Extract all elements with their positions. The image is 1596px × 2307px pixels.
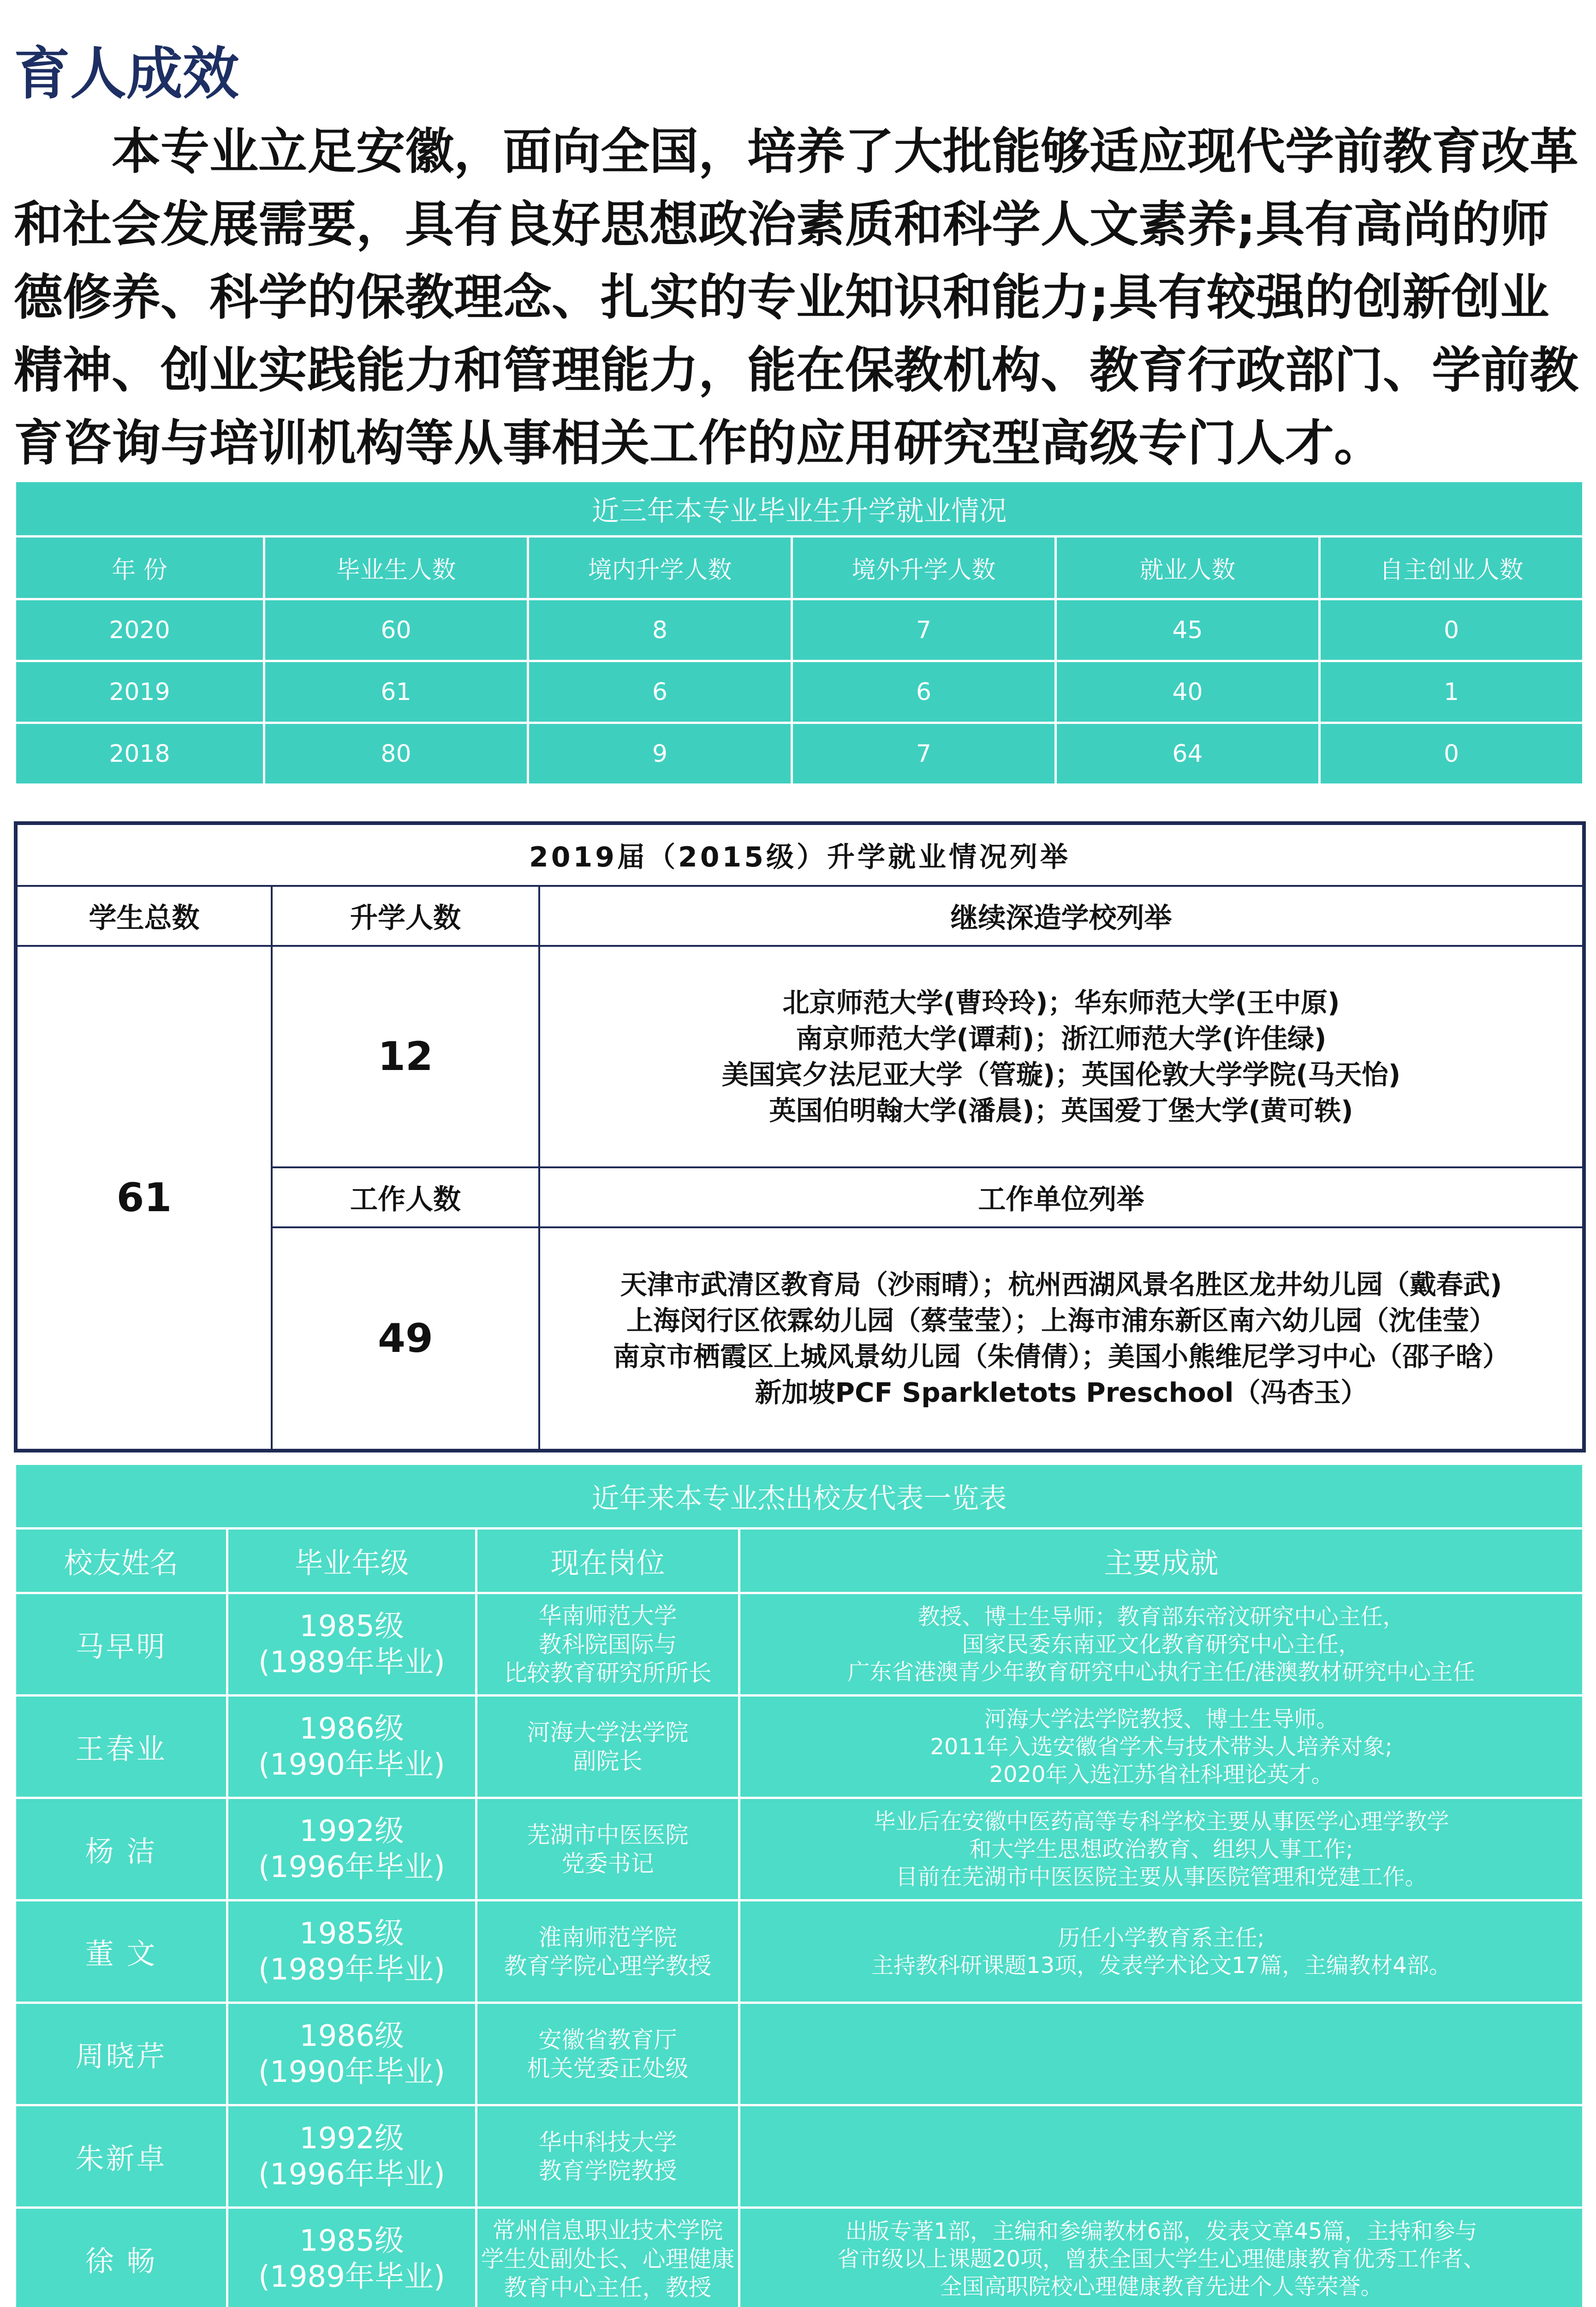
table3-caption: 近年来本专业杰出校友代表一览表 (15, 1464, 1584, 1529)
alumni-table (14, 1463, 1584, 2307)
alumni-name: 王春业 (15, 1696, 227, 1798)
alumni-position-line: 党委书记 (561, 1850, 654, 1877)
alumni-achievements (739, 2003, 1584, 2105)
list-item: 新加坡PCF Sparkletots Preschool（冯杏玉） (755, 1377, 1368, 1408)
table-row (15, 723, 1584, 785)
alumni-position-line: 教科院国际与 (538, 1631, 677, 1658)
alumni-name: 马早明 (15, 1593, 227, 1696)
table1-cell: 7 (792, 599, 1056, 661)
list-item: 南京市栖霞区上城风景幼儿园（朱倩倩）；美国小熊维尼学习中心（邵子晗） (613, 1341, 1510, 1372)
alumni-achievements-line: 教授、博士生导师；教育部东帝汶研究中心主任， (917, 1603, 1405, 1630)
table2-total-value: 61 (16, 946, 272, 1451)
list-item: 天津市武清区教育局（沙雨晴）；杭州西湖风景名胜区龙井幼儿园（戴春武) (620, 1269, 1502, 1300)
table2-schools-list (539, 946, 1584, 1167)
table1-header-overseas: 境外升学人数 (792, 537, 1056, 599)
alumni-position-line: 教育学院教授 (538, 2157, 677, 2184)
alumni-achievements-line: 目前在芜湖市中医医院主要从事医院管理和党建工作。 (895, 1864, 1427, 1890)
alumni-grade-line: (1990年毕业) (258, 1747, 445, 1782)
alumni-grade-line: 1985级 (299, 1609, 404, 1644)
alumni-achievements (739, 2208, 1584, 2307)
alumni-position-line: 华南师范大学 (538, 1602, 677, 1629)
table1-cell: 2018 (15, 723, 264, 785)
list-item: 北京师范大学(曹玲玲)；华东师范大学(王中原) (782, 987, 1340, 1018)
table2-caption: 2019届（2015级）升学就业情况列举 (16, 823, 1584, 886)
list-item: 上海闵行区依霖幼儿园（蔡莹莹）；上海市浦东新区南六幼儿园（沈佳莹） (626, 1305, 1496, 1336)
alumni-grade-line: (1989年毕业) (258, 1952, 445, 1987)
page-heading: 育人成效 (14, 41, 239, 107)
alumni-achievements-line: 2011年入选安徽省学术与技术带头人培养对象; (930, 1733, 1393, 1760)
alumni-grade (227, 2208, 476, 2307)
alumni-grade-line: (1990年毕业) (258, 2055, 445, 2089)
table2-header-total: 学生总数 (16, 886, 272, 946)
alumni-achievements-line: 广东省港澳青少年教育研究中心执行主任/港澳教材研究中心主任 (847, 1659, 1475, 1685)
alumni-name: 董 文 (15, 1901, 227, 2003)
table-row (15, 2003, 1584, 2105)
table-row (15, 1901, 1584, 2003)
table1-cell: 0 (1320, 599, 1584, 661)
alumni-name: 周晓芹 (15, 2003, 227, 2105)
table1-cell: 2019 (15, 661, 264, 723)
table-row (15, 661, 1584, 723)
alumni-grade-line: (1989年毕业) (258, 1645, 445, 1679)
alumni-grade-line: (1996年毕业) (258, 1850, 445, 1884)
alumni-grade-line: 1985级 (299, 2223, 404, 2258)
alumni-achievements-line: 河海大学法学院教授、博士生导师。 (984, 1706, 1339, 1732)
table1-header-graduates: 毕业生人数 (264, 537, 528, 599)
table1-cell: 2020 (15, 599, 264, 661)
table1-cell: 9 (528, 723, 792, 785)
alumni-position (476, 1798, 739, 1901)
list-item: 美国宾夕法尼亚大学（管璇)；英国伦敦大学学院(马天怡) (721, 1059, 1401, 1090)
alumni-position (476, 2208, 739, 2307)
alumni-name: 朱新卓 (15, 2105, 227, 2208)
table1-cell: 45 (1056, 599, 1320, 661)
table1-header-domestic: 境内升学人数 (528, 537, 792, 599)
alumni-achievements-line: 全国高职院校心理健康教育先进个人等荣誉。 (940, 2273, 1383, 2300)
alumni-name: 徐 畅 (15, 2208, 227, 2307)
alumni-grade-line: (1996年毕业) (258, 2157, 445, 2192)
table1-cell: 40 (1056, 661, 1320, 723)
table1-cell: 8 (528, 599, 792, 661)
table2-units-list (539, 1227, 1584, 1451)
table2-header-further: 升学人数 (272, 886, 539, 946)
table1-cell: 64 (1056, 723, 1320, 785)
alumni-achievements-line: 和大学生思想政治教育、组织人事工作; (969, 1836, 1353, 1862)
alumni-achievements-line: 主持教科研课题13项，发表学术论文17篇，主编教材4部。 (871, 1952, 1451, 1978)
table2-work-value: 49 (272, 1227, 539, 1451)
alumni-position-line: 淮南师范学院 (538, 1924, 677, 1951)
alumni-grade (227, 1593, 476, 1696)
alumni-grade-line: 1992级 (299, 2121, 404, 2156)
table3-header-name: 校友姓名 (15, 1529, 227, 1593)
alumni-achievements (739, 1696, 1584, 1798)
table1-cell: 0 (1320, 723, 1584, 785)
table1-header-year: 年 份 (15, 537, 264, 599)
table2-further-value: 12 (272, 946, 539, 1167)
table2-header-units: 工作单位列举 (539, 1167, 1584, 1227)
table1-cell: 61 (264, 661, 528, 723)
table-row (15, 1696, 1584, 1798)
alumni-position-line: 华中科技大学 (538, 2128, 677, 2156)
alumni-grade-line: 1986级 (299, 1711, 404, 1746)
list-item: 南京师范大学(谭莉)；浙江师范大学(许佳绿) (796, 1023, 1327, 1054)
list-item: 英国伯明翰大学(潘晨)；英国爱丁堡大学(黄可轶) (769, 1095, 1353, 1126)
alumni-achievements-line: 毕业后在安徽中医药高等专科学校主要从事医学心理学教学 (873, 1808, 1449, 1835)
alumni-position-line: 副院长 (573, 1747, 643, 1775)
table-row (15, 1593, 1584, 1696)
alumni-achievements-line: 历任小学教育系主任; (1058, 1924, 1265, 1951)
table2-header-work: 工作人数 (272, 1167, 539, 1227)
alumni-position (476, 2105, 739, 2208)
alumni-achievements (739, 1593, 1584, 1696)
table1-cell: 7 (792, 723, 1056, 785)
alumni-grade (227, 1696, 476, 1798)
alumni-position-line: 教育学院心理学教授 (504, 1952, 712, 1979)
table3-header-achievements: 主要成就 (739, 1529, 1584, 1593)
alumni-achievements (739, 1798, 1584, 1901)
table-row (15, 2208, 1584, 2307)
intro-paragraph: 本专业立足安徽，面向全国，培养了大批能够适应现代学前教育改革和社会发展需要，具有良好思想政治素质和科学人文素养;具有高尚的师德修养、科学的保教理念、扎实的专业知识和能力;具有较强的创新创业精神、创业实践能力和管理能力，能在保教机构、教育行政部门、学前教育咨询与培训机构等从事相关工作的应用研究型高级专门人才。 (14, 123, 1578, 472)
alumni-position-line: 教育中心主任，教授 (504, 2274, 712, 2301)
graduation-stats-table (14, 480, 1584, 786)
alumni-grade-line: 1986级 (299, 2019, 404, 2053)
table-row (15, 599, 1584, 661)
alumni-position-line: 机关党委正处级 (527, 2055, 689, 2082)
alumni-position (476, 1901, 739, 2003)
table1-cell: 6 (792, 661, 1056, 723)
alumni-position-line: 常州信息职业技术学院 (492, 2217, 723, 2244)
alumni-achievements-line: 出版专著1部，主编和参编教材6部，发表文章45篇，主持和参与 (845, 2218, 1477, 2244)
alumni-grade (227, 2105, 476, 2208)
alumni-grade-line: 1992级 (299, 1814, 404, 1848)
alumni-achievements (739, 2105, 1584, 2208)
table3-header-position: 现在岗位 (476, 1529, 739, 1593)
alumni-achievements (739, 1901, 1584, 2003)
class-2019-outcomes-table (14, 821, 1586, 1452)
alumni-achievements-line: 省市级以上课题20项，曾获全国大学生心理健康教育优秀工作者、 (837, 2246, 1486, 2272)
table1-caption: 近三年本专业毕业生升学就业情况 (15, 481, 1584, 537)
alumni-position (476, 1593, 739, 1696)
alumni-grade-line: (1989年毕业) (258, 2259, 445, 2294)
alumni-grade (227, 2003, 476, 2105)
alumni-name: 杨 洁 (15, 1798, 227, 1901)
table1-cell: 60 (264, 599, 528, 661)
alumni-position-line: 芜湖市中医医院 (527, 1821, 689, 1848)
table1-cell: 80 (264, 723, 528, 785)
table3-header-grade: 毕业年级 (227, 1529, 476, 1593)
table-row (15, 1798, 1584, 1901)
alumni-achievements-line: 2020年入选江苏省社科理论英才。 (989, 1761, 1334, 1787)
table1-header-employed: 就业人数 (1056, 537, 1320, 599)
alumni-position-line: 学生处副处长、心理健康 (481, 2245, 735, 2272)
table2-header-schools: 继续深造学校列举 (539, 886, 1584, 946)
alumni-position-line: 安徽省教育厅 (538, 2026, 677, 2053)
alumni-position (476, 1696, 739, 1798)
alumni-position-line: 河海大学法学院 (527, 1719, 689, 1746)
table1-cell: 1 (1320, 661, 1584, 723)
alumni-grade-line: 1985级 (299, 1916, 404, 1951)
alumni-grade (227, 1901, 476, 2003)
alumni-position (476, 2003, 739, 2105)
table1-cell: 6 (528, 661, 792, 723)
alumni-position-line: 比较教育研究所所长 (504, 1659, 712, 1686)
table-row (15, 2105, 1584, 2208)
table1-header-startup: 自主创业人数 (1320, 537, 1584, 599)
alumni-grade (227, 1798, 476, 1901)
alumni-achievements-line: 国家民委东南亚文化教育研究中心主任， (962, 1631, 1361, 1657)
